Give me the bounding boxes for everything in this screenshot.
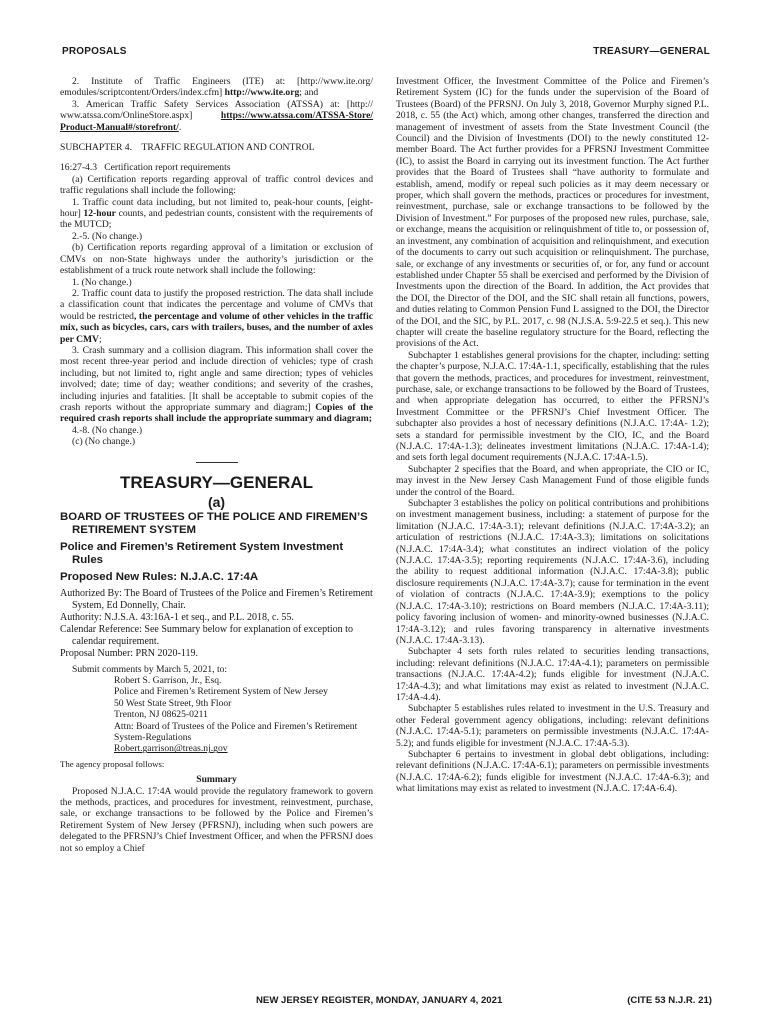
address-line-4: Trenton, NJ 08625-0211	[114, 709, 208, 721]
paragraph-b3	[60, 345, 373, 425]
paragraph-b3-insert: Copies of the required crash reports shall include the appropriate summary and diagram;	[60, 401, 374, 425]
paragraph-b2-text: 2. Traffic count data to justify the proposed restriction. The data shall include a classification count that indicates the percentage and volume of CMVs that would be restricted	[60, 287, 373, 322]
item-letter: (a)	[207, 493, 226, 510]
subchapter-5-paragraph: Subchapter 5 establishes rules related to investment in the U.S. Treasury and other Federal government agency obligations, including: relevant definitions (N.J.A.C. 17:4A-5.1); parameters on permissible investments (N.J.A.C. 17:4A-5.2); and funds eligible for investment (N.J.A.C. 17:4A-5.3).	[396, 703, 709, 749]
section-divider	[196, 462, 238, 463]
reference-3-text: 3. American Traffic Safety Services Association (ATSSA) at: [http:// www.atssa.com/OnlineStore.aspx]	[60, 98, 373, 122]
reference-2-tail: ; and	[299, 87, 319, 99]
board-name: BOARD OF TRUSTEES OF THE POLICE AND FIREMEN’S RETIREMENT SYSTEM	[60, 510, 368, 536]
paragraph-c: (c) (No change.)	[72, 436, 136, 448]
paragraph-b2-insert: , the percentage and volume of other vehicles in the traffic mix, such as bicycles, cars, cars with trailers, buses, and the number of axles per CMV	[60, 310, 373, 345]
paragraph-b4: 4.-8. (No change.)	[72, 424, 143, 436]
address-line-1: Robert S. Garrison, Jr., Esq.	[114, 675, 222, 686]
ite-link[interactable]: http://www.ite.org	[224, 87, 300, 99]
right-column	[396, 76, 709, 795]
rules-title: Police and Firemen’s Retirement System Investment Rules	[60, 540, 344, 566]
subchapter-2-paragraph: Subchapter 2 specifies that the Board, and when appropriate, the CIO or IC, may invest in the New Jersey Cash Management Fund of those eligible funds under the control of the Board.	[396, 463, 709, 498]
summary-continued: Investment Officer, the Investment Committee of the Police and Firemen’s Retirement System (IC) for the funds under the supervision of the Board of Trustees (Board) of the PFRSNJ. On July 3, 2018, Governor Murphy signed P.L. 2018, c. 55 (the Act) which, among other changes, transferred the direction and management of investment of assets from the State Investment Council (the Council) and the Division of Investments (DOI) to the newly constituted 12-member Board. The Act further provides for a PFRSNJ Investment Committee (IC), to assist the Board in carrying out its investment function. The Act further provides that the Board of Trustees shall “have authority to formulate and establish, amend, modify or repeal such policies as it may deem necessary or proper, which shall govern the methods, practices or procedures for investment, reinvestment, purchase, sale or exchange transactions to be followed by the Division of Investment.” For purposes of the proposed new rules, purchase, sale, or exchange, means the acquisition or relinquishment of title to, or possession of, an investment, any combination of acquisition and relinquishment, and execution of the documents to carry out such acquisition or relinquishment. The purchase, sale, or exchange of any investments or securities of, or for, any fund or account established under Chapter 55 shall be exercised and performed by the Division of Investments upon the direction of the Board. In addition, the Act provides that the DOI, the Director of the DOI, and the SIC shall retain all functions, powers, and duties relating to Common Pension Fund L assigned to the DOI, the Director of the DOI, and the SIC, by P.L. 2017, c. 98 (N.J.S.A. 5:9-22.5 et seq.). This new chapter will create the baseline regulatory structure for the Board, reflecting the provisions of the Act.	[396, 76, 709, 350]
paragraph-b2	[60, 288, 373, 345]
paragraph-a2: 2.-5. (No change.)	[72, 230, 143, 242]
address-line-5: Attn: Board of Trustees of the Police and Firemen’s Retirement System-Regulations	[114, 720, 358, 744]
section-heading: 16:27-4.3 Certification report requirements	[60, 162, 231, 174]
paragraph-b3-text: 3. Crash summary and a collision diagram. This information shall cover the most recent three-year period and include direction of vehicles; type of crash including, but not limited to, right angle and same direction; types of vehicles involved; date; time of day; weather conditions; and severity of the crashes, including injuries and fatalities. [It shall be acceptable to submit copies of the crash reports without the appropriate summary and diagram;]	[60, 344, 373, 413]
paragraph-a1-insert: 12-hour	[83, 208, 116, 220]
email-link[interactable]: Robert.garrison@treas.nj.gov	[114, 743, 228, 755]
running-header-right: TREASURY—GENERAL	[593, 46, 710, 57]
subchapter-6-paragraph: Subchapter 6 pertains to investment in global debt obligations, including: relevant definitions (N.J.A.C. 17:4A-6.1); parameters on permissible investments (N.J.A.C. 17:4A-6.2); funds eligible for investment (N.J.A.C. 17:4A-6.3); and what limitations may exist as related to investment (N.J.A.C. 17:4A-6.4).	[396, 748, 709, 795]
paragraph-a1-tail: counts, and pedestrian counts, consistent with the requirements of the MUTCD;	[60, 208, 373, 231]
subchapter-3-paragraph: Subchapter 3 establishes the policy on political contributions and prohibitions on investment management business, including: a statement of purpose for the limitation (N.J.A.C. 17:4A-3.1); relevant definitions (N.J.A.C. 17:4A-3.2); an articulation of restrictions (N.J.A.C. 17:4A-3.3); limitations on solicitations (N.J.A.C. 17:4A-3.4); what constitutes an indirect violation of the policy (N.J.A.C. 17:4A-3.5); reporting requirements (N.J.A.C. 17:4A-3.6), including the ability to request additional information (N.J.A.C. 17:4A-3.8); public disclosure requirements (N.J.A.C. 17:4A-3.7); cause for termination in the event of violation of contracts (N.J.A.C. 17:4A-3.9); exemptions to the policy (N.J.A.C. 17:4A-3.10); restrictions on Board members (N.J.A.C. 17:4A-3.11); policy favoring inclusion of women- and minority-owned businesses (N.J.A.C. 17:4A-3.12); and rules favoring transparency in alternative investments (N.J.A.C. 17:4A-3.13).	[396, 498, 709, 646]
summary-heading: Summary	[196, 774, 237, 786]
proposed-rules-heading: Proposed New Rules: N.J.A.C. 17:4A	[60, 570, 259, 583]
reference-2	[60, 76, 373, 99]
paragraph-b2-tail: ;	[99, 333, 102, 345]
paragraph-b: (b) Certification reports regarding approval of a limitation or exclusion of CMVs on non-State highways under the authority’s jurisdiction or the establishment of a truck route network shall include the following:	[60, 242, 373, 277]
subchapter-heading: SUBCHAPTER 4. TRAFFIC REGULATION AND CONTROL	[60, 142, 315, 154]
agency-title: TREASURY—GENERAL	[120, 472, 313, 492]
subchapter-4-paragraph: Subchapter 4 sets forth rules related to securities lending transactions, including: relevant definitions (N.J.A.C. 17:4A-4.1); parameters on permissible transactions (N.J.A.C. 17:4A-4.2); funds eligible for investment (N.J.A.C. 17:4A-4.3); and what limitations may exist as related to investment (N.J.A.C. 17:4A-4.4).	[396, 646, 709, 703]
calendar-reference: Calendar Reference: See Summary below for explanation of exception to calendar requirement.	[60, 623, 353, 647]
agency-proposal-follows: The agency proposal follows:	[60, 758, 165, 769]
atssa-link[interactable]: https://www.atssa.com/ATSSA-Store/ Product-Manual#/storefront/	[60, 110, 373, 133]
address-line-3: 50 West State Street, 9th Floor	[114, 697, 232, 709]
paragraph-b1: 1. (No change.)	[72, 276, 132, 288]
address-line-2: Police and Firemen’s Retirement System of New Jersey	[114, 686, 328, 698]
paragraph-a1	[60, 197, 373, 231]
running-header-left: PROPOSALS	[62, 46, 127, 57]
subchapter-1-paragraph: Subchapter 1 establishes general provisions for the chapter, including: setting the chapter’s purpose, N.J.A.C. 17:4A-1.1, specifically, establishing that the rules that govern the methods, practices, and procedures for investment, reinvestment, purchase, sale, or exchange transactions to be followed by the Board of Trustees, and when appropriate delegation has occurred, to either the PFRSNJ’s Investment Committee or the PFRSNJ’s Chief Investment Officer. The subchapter also provides a host of necessary definitions (N.J.A.C. 17:4A- 1.2); sets a standard for permissible investment by the CIO, IC, and the Board (N.J.A.C. 17:4A-1.3); delineates investment limitations (N.J.A.C. 17:4A-1.4); and sets forth legal document requirements (N.J.A.C. 17:4A-1.5).	[396, 349, 709, 464]
authority: Authority: N.J.S.A. 43:16A-1 et seq., and P.L. 2018, c. 55.	[60, 611, 294, 623]
paragraph-a1-text: 1. Traffic count data including, but not limited to, peak-hour counts, [eight-hour]	[60, 196, 373, 220]
summary-paragraph: Proposed N.J.A.C. 17:4A would provide the regulatory framework to govern the methods, practices, and procedures for investment, reinvestment, purchase, sale, or exchange transactions to be followed by the Police and Firemen’s Retirement System of New Jersey (PFRSNJ), including when such powers are delegated to the PFRSNJ’s Chief Investment Officer, and when the PFRSNJ does not so employ a Chief	[60, 785, 373, 854]
paragraph-a: (a) Certification reports regarding approval of traffic control devices and traffic regulations shall include the following:	[60, 173, 373, 197]
reference-3-tail: .	[178, 121, 182, 133]
reference-3	[60, 99, 373, 133]
left-column	[60, 76, 373, 854]
proposal-number: Proposal Number: PRN 2020-119.	[60, 647, 198, 659]
reference-2-text: 2. Institute of Traffic Engineers (ITE) at: [http://www.ite.org/ emodules/scriptcontent/Orders/index.cfm]	[60, 76, 373, 99]
submit-comments: Submit comments by March 5, 2021, to:	[72, 663, 228, 675]
footer-citation: (CITE 53 N.J.R. 21)	[627, 995, 712, 1006]
footer-register-date: NEW JERSEY REGISTER, MONDAY, JANUARY 4, 2021	[256, 995, 503, 1006]
authorized-by: Authorized By: The Board of Trustees of the Police and Firemen’s Retirement System, Ed Donnelly, Chair.	[60, 587, 373, 611]
